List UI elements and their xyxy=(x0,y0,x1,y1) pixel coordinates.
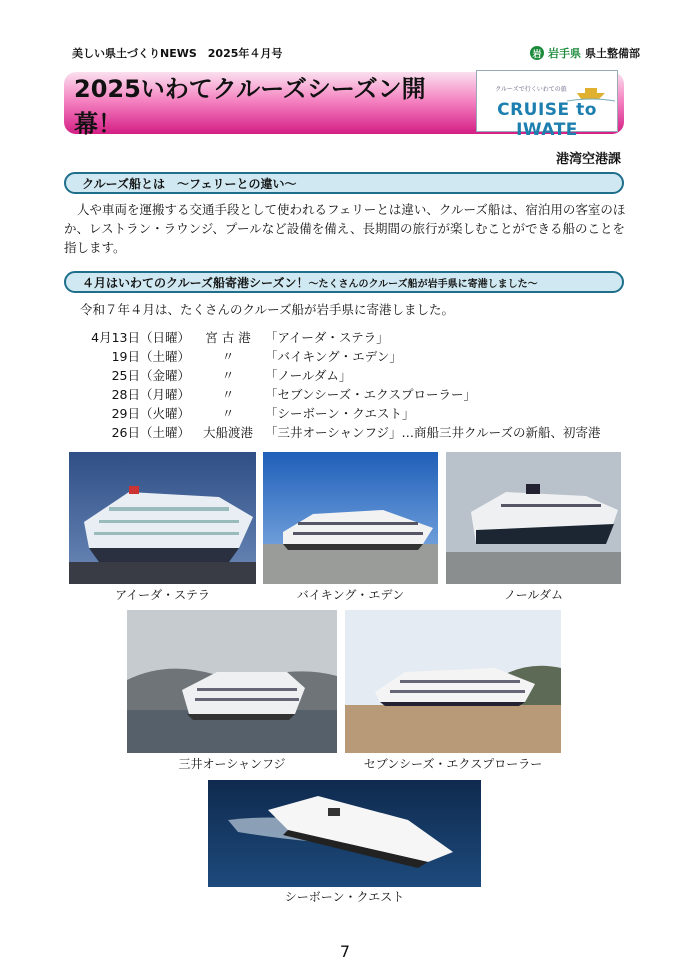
publisher xyxy=(530,45,640,61)
schedule-ship: 「三井オーシャンフジ」…商船三井クルーズの新船、初寄港 xyxy=(265,425,601,440)
photo-aida-stella xyxy=(69,452,256,584)
page-title: 2025いわてクルーズシーズン開幕！ xyxy=(74,75,426,138)
photo-caption: 三井オーシャンフジ xyxy=(178,757,286,771)
photo-seven-seas-explorer xyxy=(345,610,561,753)
photo-seabourn-quest xyxy=(208,780,481,887)
section-department: 港湾空港課 xyxy=(556,152,622,167)
schedule-ship: 「セブンシーズ・エクスプローラー」 xyxy=(265,387,476,402)
schedule-date: 28日（月曜） xyxy=(111,387,190,402)
section-subheading: ～たくさんのクルーズ船が岩手県に寄港しました～ xyxy=(308,278,538,290)
section-intro: 令和７年４月は、たくさんのクルーズ船が岩手県に寄港しました。 xyxy=(80,302,455,317)
schedule-ship: 「シーボーン・クエスト」 xyxy=(265,406,415,421)
page-number: 7 xyxy=(339,942,351,961)
port-call-schedule xyxy=(80,328,640,448)
schedule-date: 25日（金曜） xyxy=(111,368,190,383)
schedule-date: 4月13日（日曜） xyxy=(91,330,190,345)
section-heading-cruise-ship xyxy=(64,172,624,194)
section-heading-season xyxy=(64,271,624,293)
schedule-ship: 「バイキング・エデン」 xyxy=(265,349,402,364)
schedule-ship: 「アイーダ・ステラ」 xyxy=(265,330,389,345)
photo-mitsui-ocean-fuji xyxy=(127,610,337,753)
photo-viking-eden xyxy=(263,452,438,584)
schedule-port: 〃 xyxy=(221,387,235,402)
photo-noordam xyxy=(446,452,621,584)
section-heading-text: ４月はいわてのクルーズ船寄港シーズン！ xyxy=(82,275,309,290)
photo-caption: バイキング・エデン xyxy=(296,588,405,602)
photo-caption: シーボーン・クエスト xyxy=(284,890,405,904)
schedule-date: 26日（土曜） xyxy=(111,425,190,440)
logo-tagline: クルーズで行くいわての旅 xyxy=(495,86,567,93)
logo-text: CRUISE to IWATE xyxy=(497,100,597,140)
schedule-ship: 「ノールダム」 xyxy=(265,368,352,383)
photo-caption: セブンシーズ・エクスプローラー xyxy=(363,757,543,771)
photo-caption: ノールダム xyxy=(504,588,563,602)
department-name: 県土整備部 xyxy=(585,47,640,60)
cruise-description: 人や車両を運搬する交通手段として使われるフェリーとは違い、クルーズ船は、宿泊用の客室のほか、レストラン・ラウンジ、プールなど設備を備え、長期間の旅行が楽しむことができる船のことを指します。 xyxy=(64,202,626,255)
photo-caption: アイーダ・ステラ xyxy=(115,588,210,602)
schedule-date: 29日（火曜） xyxy=(111,406,190,421)
section-heading-text: クルーズ船とは ～フェリーとの違い～ xyxy=(82,176,297,191)
schedule-port: 大船渡港 xyxy=(202,425,253,440)
prefecture-logo-icon: 岩 xyxy=(530,46,544,60)
schedule-port: 〃 xyxy=(221,349,235,364)
schedule-port: 〃 xyxy=(221,406,235,421)
schedule-port: 〃 xyxy=(221,368,235,383)
schedule-date: 19日（土曜） xyxy=(111,349,190,364)
schedule-port: 宮 古 港 xyxy=(205,330,251,345)
prefecture-name: 岩手県 xyxy=(548,47,581,60)
newsletter-header: 美しい県土づくりNEWS 2025年４月号 xyxy=(72,47,283,60)
